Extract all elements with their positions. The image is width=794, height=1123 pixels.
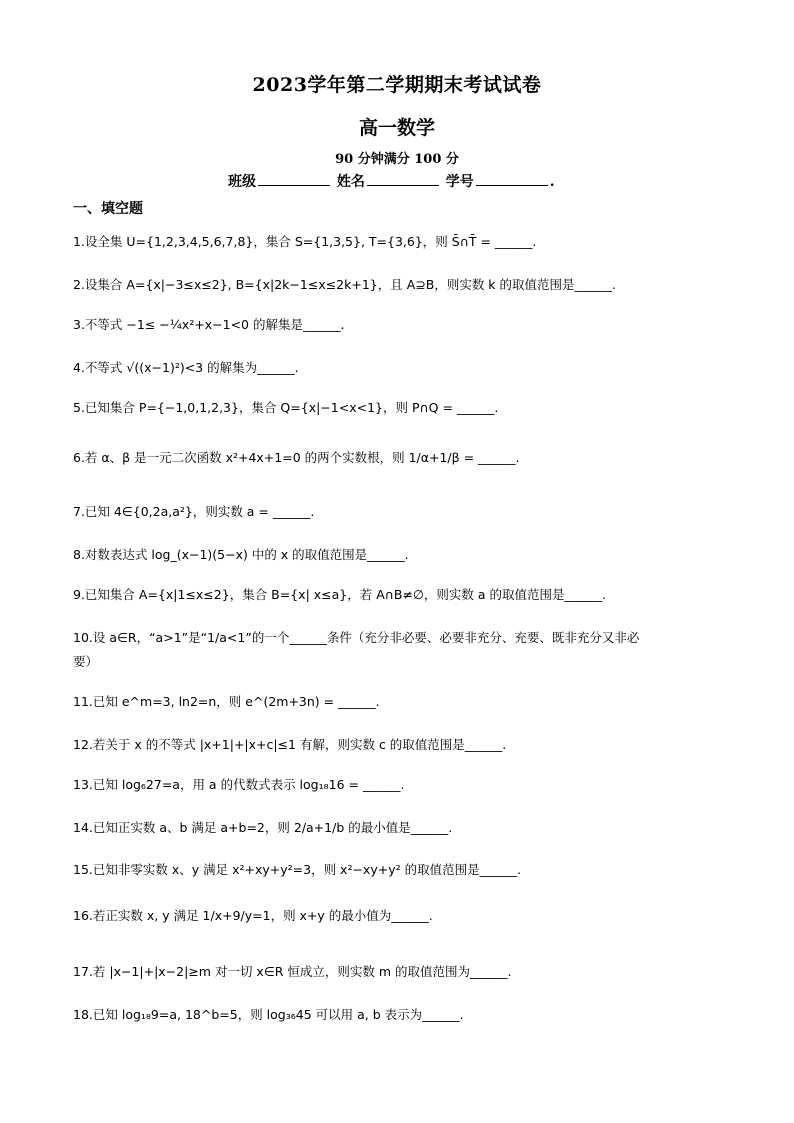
class-blank bbox=[258, 173, 330, 186]
question-9: 9.已知集合 A={x|1≤x≤2}，集合 B={x| x≤a}，若 A∩B≠∅，则实数 a 的取值范围是______. bbox=[73, 587, 606, 602]
question-16: 16.若正实数 x, y 满足 1/x+9/y=1，则 x+y 的最小值为______. bbox=[73, 908, 433, 923]
id-label: 学号 bbox=[445, 174, 474, 190]
exam-subtitle: 高一数学 bbox=[358, 117, 435, 139]
question-15: 15.已知非零实数 x、y 满足 x²+xy+y²=3，则 x²−xy+y² 的取值范围是______. bbox=[73, 862, 522, 877]
question-4: 4.不等式 √((x−1)²)<3 的解集为______. bbox=[73, 360, 299, 375]
id-blank bbox=[476, 173, 548, 186]
student-info-line: 班级 姓名 学号 . bbox=[228, 174, 555, 190]
question-6: 6.若 α、β 是一元二次函数 x²+4x+1=0 的两个实数根，则 1/α+1/β = ______. bbox=[73, 450, 520, 465]
question-13: 13.已知 log₆27=a，用 a 的代数式表示 log₁₈16 = ______. bbox=[73, 777, 405, 792]
name-blank bbox=[367, 173, 439, 186]
class-label: 班级 bbox=[228, 174, 256, 190]
question-12: 12.若关于 x 的不等式 |x+1|+|x+c|≤1 有解，则实数 c 的取值范围是______. bbox=[73, 737, 507, 752]
question-2: 2.设集合 A={x|−3≤x≤2}, B={x|2k−1≤x≤2k+1}，且 A⊇B，则实数 k 的取值范围是______. bbox=[73, 277, 616, 292]
name-label: 姓名 bbox=[336, 174, 365, 190]
question-7: 7.已知 4∈{0,2a,a²}，则实数 a = ______. bbox=[73, 504, 315, 519]
question-10: 10.设 a∈R，“a>1”是“1/a<1”的一个______条件（充分非必要、必要非充分、充要、既非充分又非必 bbox=[73, 630, 640, 645]
question-5: 5.已知集合 P={−1,0,1,2,3}，集合 Q={x|−1<x<1}，则 P∩Q = ______. bbox=[73, 400, 499, 415]
question-11: 11.已知 e^m=3, ln2=n，则 e^(2m+3n) = ______. bbox=[73, 694, 380, 709]
section-title: 一、填空题 bbox=[73, 201, 143, 217]
question-8: 8.对数表达式 log_(x−1)(5−x) 中的 x 的取值范围是______. bbox=[73, 547, 409, 562]
question-14: 14.已知正实数 a、b 满足 a+b=2，则 2/a+1/b 的最小值是______. bbox=[73, 820, 453, 835]
question-3: 3.不等式 −1≤ −¼x²+x−1<0 的解集是______. bbox=[73, 317, 345, 332]
question-17: 17.若 |x−1|+|x−2|≥m 对一切 x∈R 恒成立，则实数 m 的取值范围为______. bbox=[73, 964, 512, 979]
exam-info: 90 分钟满分 100 分 bbox=[335, 152, 459, 167]
exam-title: 2023学年第二学期期末考试试卷 bbox=[252, 74, 542, 96]
question-1: 1.设全集 U={1,2,3,4,5,6,7,8}，集合 S={1,3,5}, T={3,6}，则 S̄∩T̄ = ______. bbox=[73, 234, 537, 249]
question-18: 18.已知 log₁₈9=a, 18^b=5，则 log₃₆45 可以用 a, b 表示为______. bbox=[73, 1007, 464, 1022]
question-10-continued: 要） bbox=[73, 654, 99, 669]
